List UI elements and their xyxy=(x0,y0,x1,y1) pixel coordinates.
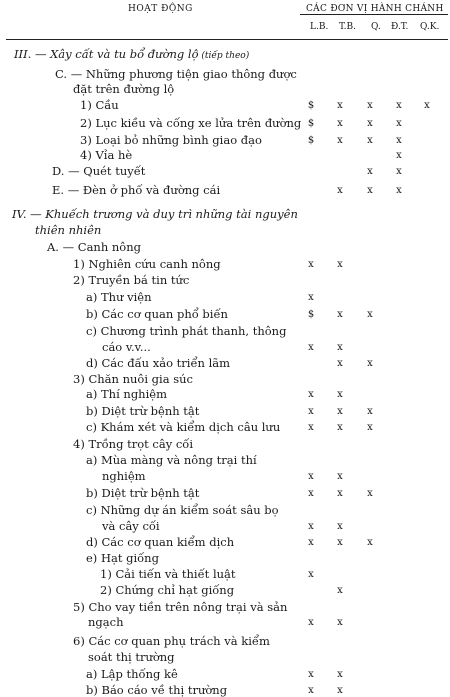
unit-mark: x xyxy=(367,166,373,177)
activity-text: b) Các cơ quan phổ biến xyxy=(86,307,228,321)
activity-text: e) Hạt giống xyxy=(86,551,159,565)
activity-line xyxy=(88,650,175,664)
unit-mark: x xyxy=(367,100,373,111)
activity-line xyxy=(86,324,286,338)
unit-mark: x xyxy=(308,569,314,580)
activity-text: thiên nhiên xyxy=(35,223,102,237)
activity-text: b) Diệt trừ bệnh tật xyxy=(86,486,200,500)
activity-line xyxy=(73,82,174,96)
activity-line xyxy=(55,67,297,81)
activity-line xyxy=(86,420,280,434)
column-header-qk: Q.K. xyxy=(420,22,440,32)
activity-text: 2) Lục kiều và cống xe lửa trên đường xyxy=(80,116,302,130)
column-header-lb: L.B. xyxy=(310,22,329,32)
activity-text: 1) Cầu xyxy=(80,98,119,112)
activity-line xyxy=(12,207,298,221)
activity-line xyxy=(52,183,220,197)
unit-mark: x xyxy=(396,185,402,196)
unit-mark: x xyxy=(367,185,373,196)
activity-text: cáo v.v... xyxy=(102,340,151,354)
activity-text: d) Các đấu xảo triển lãm xyxy=(86,356,231,370)
activity-text: c) Chương trình phát thanh, thông xyxy=(86,324,287,338)
activity-text: 2) Truyền bá tin tức xyxy=(73,273,190,287)
unit-mark: x xyxy=(337,521,343,532)
activity-text: đặt trên đường lộ xyxy=(73,82,175,96)
unit-mark: x xyxy=(367,488,373,499)
unit-mark: x xyxy=(396,166,402,177)
activity-text: 2) Chứng chỉ hạt giống xyxy=(100,583,235,597)
activity-line xyxy=(73,600,287,614)
unit-mark: x xyxy=(308,422,314,433)
unit-mark: x xyxy=(337,358,343,369)
header-left: HOẠT ĐỘNG xyxy=(128,4,193,14)
activity-text: E. — Đèn ở phố và đường cái xyxy=(52,183,221,197)
unit-mark: $ xyxy=(307,135,315,146)
activity-line xyxy=(73,257,221,271)
activity-line xyxy=(35,223,101,237)
activity-text: a) Mùa màng và nông trại thí xyxy=(86,453,257,467)
unit-mark: x xyxy=(337,342,343,353)
unit-mark: x xyxy=(337,135,343,146)
activity-line xyxy=(86,535,234,549)
unit-mark: $ xyxy=(307,118,315,129)
unit-mark: x xyxy=(308,488,314,499)
unit-mark: x xyxy=(308,521,314,532)
activity-text: D. — Quét tuyết xyxy=(52,164,146,178)
activity-line xyxy=(86,290,152,304)
activity-line xyxy=(47,240,141,254)
activity-text: a) Thư viện xyxy=(86,290,152,304)
activity-text: 3) Loại bỏ những bình giao đạo xyxy=(80,133,262,147)
activity-line xyxy=(86,667,178,681)
activity-line xyxy=(73,372,193,386)
activity-line xyxy=(80,116,301,130)
activity-text: d) Các cơ quan kiểm dịch xyxy=(86,535,235,549)
unit-mark: x xyxy=(337,422,343,433)
unit-mark: x xyxy=(367,309,373,320)
activity-text: a) Lập thống kê xyxy=(86,667,178,681)
activity-text: 1) Cải tiến và thiết luật xyxy=(100,567,236,581)
activity-text: 6) Các cơ quan phụ trách và kiểm xyxy=(73,634,270,648)
unit-mark: x xyxy=(337,617,343,628)
unit-mark: x xyxy=(308,537,314,548)
unit-mark: x xyxy=(367,118,373,129)
activity-line xyxy=(86,683,227,697)
unit-mark: $ xyxy=(307,100,315,111)
activity-text: C. — Những phương tiện giao thông được xyxy=(55,67,297,81)
unit-mark: x xyxy=(337,488,343,499)
activity-line xyxy=(86,551,159,565)
activity-line xyxy=(73,634,270,648)
header-rule xyxy=(300,14,448,15)
unit-mark: x xyxy=(337,185,343,196)
unit-mark: x xyxy=(396,135,402,146)
activity-line xyxy=(102,469,146,483)
unit-mark: x xyxy=(337,669,343,680)
activity-text: c) Khám xét và kiểm dịch câu lưu xyxy=(86,420,281,434)
header-right: CÁC ĐƠN VỊ HÀNH CHÁNH xyxy=(306,4,444,14)
activity-line xyxy=(102,340,151,354)
unit-mark: x xyxy=(308,259,314,270)
activity-line xyxy=(86,453,257,467)
activity-line xyxy=(100,583,234,597)
activity-line xyxy=(88,615,123,629)
unit-mark: $ xyxy=(307,309,315,320)
unit-mark: x xyxy=(337,537,343,548)
activity-text: 1) Nghiên cứu canh nông xyxy=(73,257,221,271)
unit-mark: x xyxy=(308,342,314,353)
activity-text: b) Báo cáo về thị trường xyxy=(86,683,228,697)
unit-mark: x xyxy=(308,685,314,696)
unit-mark: x xyxy=(424,100,430,111)
header-bottom-rule xyxy=(6,39,448,40)
activity-line xyxy=(86,356,230,370)
activity-text: c) Những dự án kiểm soát sâu bọ xyxy=(86,503,279,517)
activity-line xyxy=(100,567,236,581)
activity-line xyxy=(86,486,199,500)
activity-text: 4) Trồng trọt cây cối xyxy=(73,437,194,451)
activity-line xyxy=(52,164,145,178)
activity-line xyxy=(80,133,262,147)
unit-mark: x xyxy=(367,135,373,146)
activity-line xyxy=(14,47,249,63)
activity-text: IV. — Khuếch trương và duy trì những tài nguyên xyxy=(12,207,298,221)
activity-text: a) Thí nghiệm xyxy=(86,387,167,401)
unit-mark: x xyxy=(367,422,373,433)
activity-text: soát thị trường xyxy=(88,650,175,664)
continued-note: (tiếp theo) xyxy=(198,51,250,61)
unit-mark: x xyxy=(367,358,373,369)
unit-mark: x xyxy=(396,118,402,129)
column-header-tb: T.B. xyxy=(339,22,357,32)
activity-text: nghiệm xyxy=(102,469,146,483)
activity-text: ngạch xyxy=(88,615,124,629)
unit-mark: x xyxy=(337,685,343,696)
activity-text: 4) Vỉa hè xyxy=(80,148,133,162)
activity-text: III. — Xây cất và tu bổ đường lộ xyxy=(14,47,199,61)
unit-mark: x xyxy=(337,118,343,129)
activity-text: b) Diệt trừ bệnh tật xyxy=(86,404,200,418)
activity-text: 5) Cho vay tiền trên nông trại và sản xyxy=(73,600,288,614)
activity-line xyxy=(73,273,189,287)
activity-line xyxy=(73,437,193,451)
activity-line xyxy=(86,503,279,517)
unit-mark: x xyxy=(308,471,314,482)
activity-line xyxy=(80,148,132,162)
unit-mark: x xyxy=(396,150,402,161)
unit-mark: x xyxy=(308,292,314,303)
column-header-dt: Đ.T. xyxy=(391,22,409,32)
unit-mark: x xyxy=(337,406,343,417)
unit-mark: x xyxy=(367,406,373,417)
unit-mark: x xyxy=(308,617,314,628)
activity-line xyxy=(86,307,228,321)
unit-mark: x xyxy=(337,309,343,320)
activity-line xyxy=(102,519,160,533)
unit-mark: x xyxy=(396,100,402,111)
unit-mark: x xyxy=(337,471,343,482)
unit-mark: x xyxy=(367,537,373,548)
unit-mark: x xyxy=(308,389,314,400)
unit-mark: x xyxy=(337,100,343,111)
activity-line xyxy=(86,404,199,418)
activity-text: và cây cối xyxy=(102,519,160,533)
activity-text: 3) Chăn nuôi gia súc xyxy=(73,372,193,386)
activity-line xyxy=(86,387,167,401)
unit-mark: x xyxy=(337,585,343,596)
unit-mark: x xyxy=(337,389,343,400)
unit-mark: x xyxy=(308,669,314,680)
unit-mark: x xyxy=(308,406,314,417)
unit-mark: x xyxy=(337,259,343,270)
activity-line xyxy=(80,98,119,112)
activity-text: A. — Canh nông xyxy=(47,240,141,254)
column-header-q: Q. xyxy=(371,22,381,32)
